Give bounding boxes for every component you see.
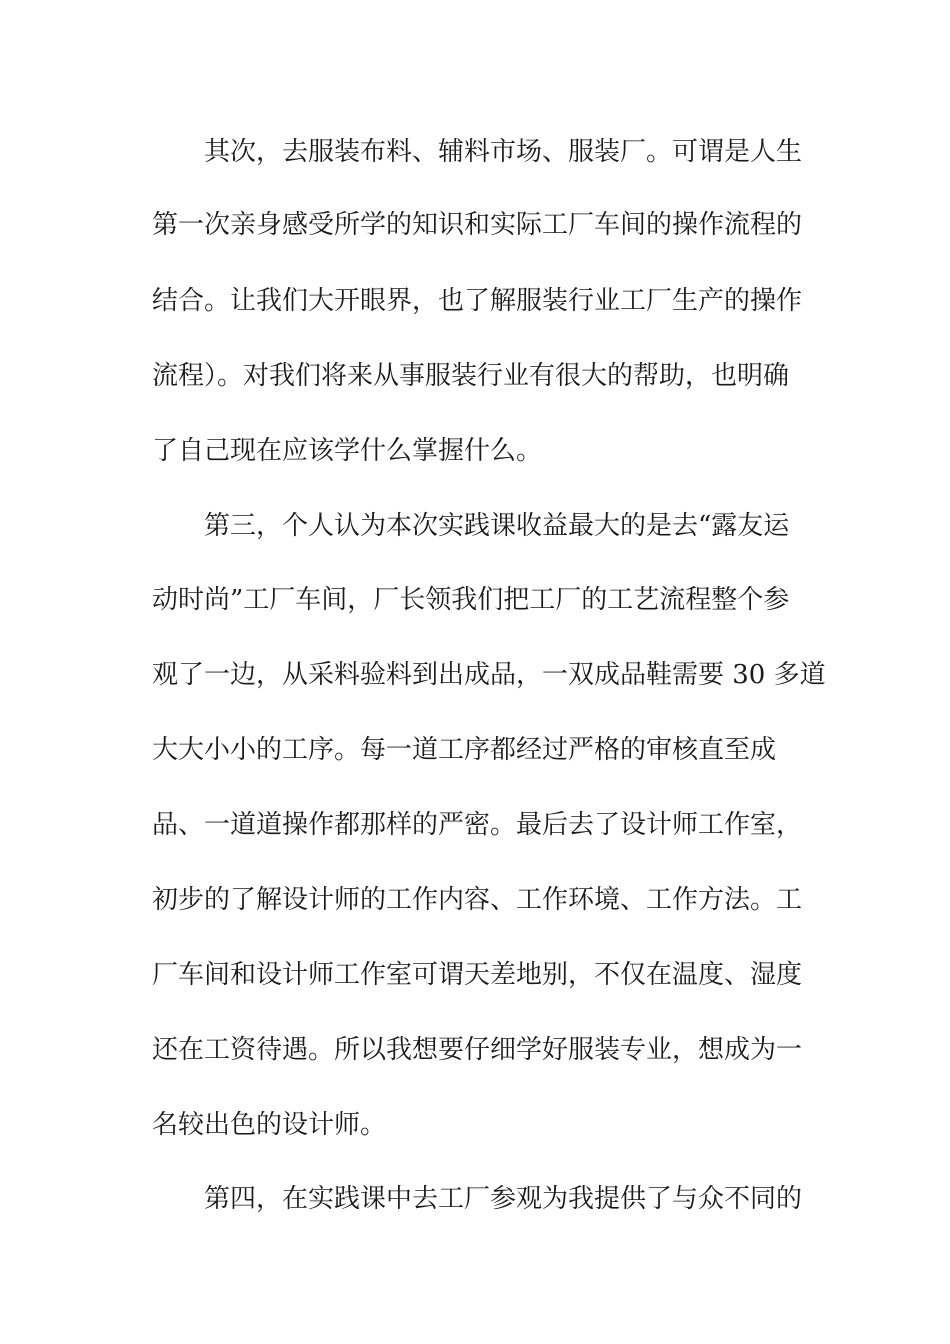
paragraph-3-line-2: 动时尚”工厂车间，厂长领我们把工厂的工艺流程整个参: [152, 585, 790, 615]
paragraph-3-line-5: 品、一道道操作都那样的严密。最后去了设计师工作室，: [152, 810, 803, 840]
paragraph-2-line-1: 其次，去服装布料、辅料市场、服装厂。可谓是人生: [204, 137, 803, 167]
paragraph-2-line-5: 了自己现在应该学什么掌握什么。: [152, 436, 543, 466]
paragraph-3-line-4: 大大小小的工序。每一道工序都经过严格的审核直至成: [152, 735, 777, 765]
paragraph-3-line-9: 名较出色的设计师。: [152, 1110, 387, 1140]
paragraph-2-line-2: 第一次亲身感受所学的知识和实际工厂车间的操作流程的: [152, 210, 803, 240]
paragraph-3-line-1: 第三，个人认为本次实践课收益最大的是去“露友运: [204, 511, 790, 541]
paragraph-3-line-8: 还在工资待遇。所以我想要仔细学好服装专业，想成为一: [152, 1035, 803, 1065]
paragraph-3-line-3: 观了一边，从采料验料到出成品，一双成品鞋需要 30 多道: [152, 660, 826, 690]
paragraph-2-line-4: 流程）。对我们将来从事服装行业有很大的帮助，也明确: [152, 361, 790, 391]
paragraph-3-line-7: 厂车间和设计师工作室可谓天差地别，不仅在温度、湿度: [152, 960, 803, 990]
paragraph-3-line-6: 初步的了解设计师的工作内容、工作环境、工作方法。工: [152, 885, 803, 915]
paragraph-4-line-1: 第四，在实践课中去工厂参观为我提供了与众不同的: [204, 1184, 803, 1214]
paragraph-2-line-3: 结合。让我们大开眼界，也了解服装行业工厂生产的操作: [152, 286, 803, 316]
